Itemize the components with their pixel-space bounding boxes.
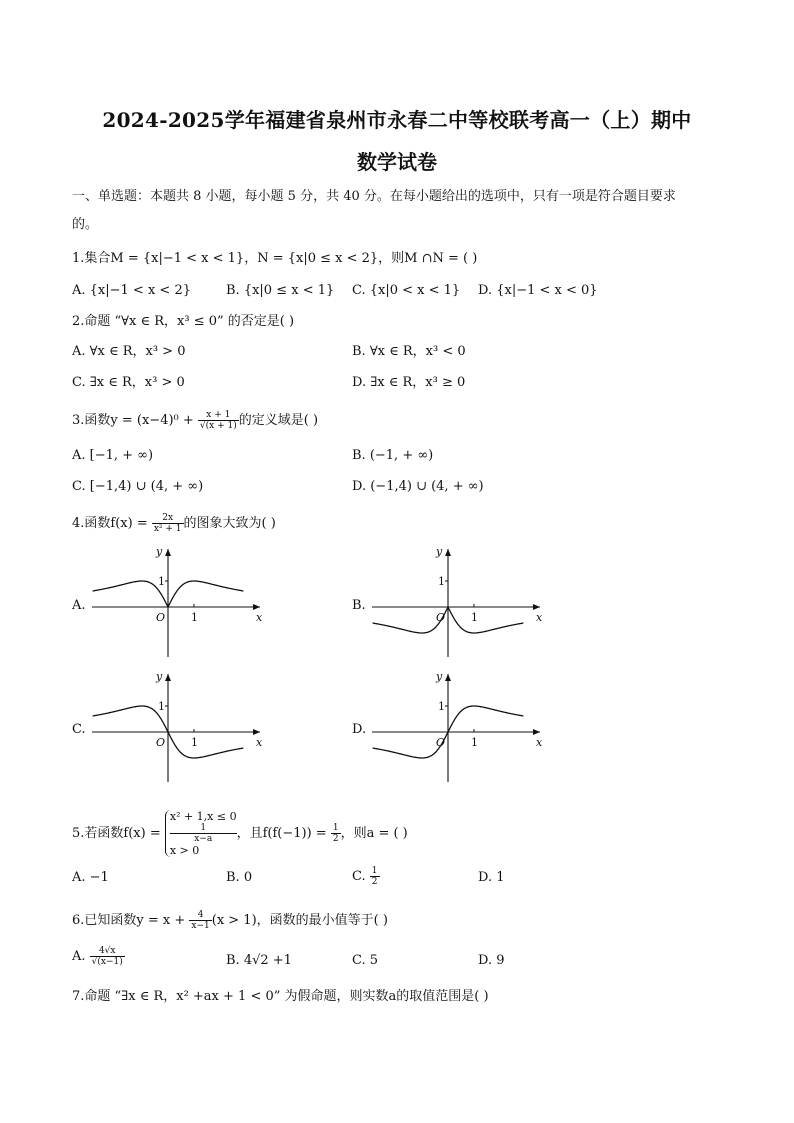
x-tick-label: 1 bbox=[191, 736, 198, 749]
graph-b bbox=[370, 545, 545, 660]
q6-stem-prefix: 6.已知函数y = x + bbox=[72, 913, 190, 928]
q3-stem bbox=[72, 410, 318, 431]
q6-option-a-frac bbox=[90, 946, 125, 967]
q2-option-c: C. ∃x ∈ R，x³ > 0 bbox=[72, 375, 185, 390]
y-axis-arrow bbox=[445, 674, 451, 681]
q1-option-c: C. {x|0 < x < 1} bbox=[352, 283, 461, 298]
y-axis-arrow bbox=[445, 549, 451, 556]
q5-case2-cond: x > 0 bbox=[169, 844, 200, 857]
q5-case2-frac-den: x−a bbox=[194, 834, 213, 844]
q3-fraction bbox=[198, 410, 239, 431]
q5-case2-frac-num: 1 bbox=[170, 823, 237, 834]
q5-stem-prefix: 5.若函数f(x) = bbox=[72, 826, 165, 841]
q5-stem-suffix: ，则a = ( ) bbox=[340, 826, 408, 841]
q5-option-c-den: 2 bbox=[371, 877, 378, 887]
graph-d-label: D. bbox=[352, 722, 367, 737]
graph-c bbox=[90, 670, 265, 785]
origin-label: O bbox=[436, 611, 446, 624]
q6-option-d: D. 9 bbox=[478, 953, 505, 968]
q3-frac-num: x + 1 bbox=[198, 410, 239, 421]
x-tick-label: 1 bbox=[191, 611, 198, 624]
graph-a bbox=[90, 545, 265, 660]
y-tick-label: 1 bbox=[438, 575, 445, 588]
q4-stem bbox=[72, 513, 276, 534]
q5-case2-frac bbox=[170, 823, 237, 844]
x-axis-label: x bbox=[256, 611, 263, 624]
q6-fraction bbox=[189, 910, 211, 931]
origin-label: O bbox=[436, 736, 446, 749]
q5-half bbox=[331, 823, 341, 844]
y-axis-arrow bbox=[165, 549, 171, 556]
q6-option-a-den: √(x−1) bbox=[91, 957, 123, 967]
q6-stem bbox=[72, 910, 388, 931]
x-axis-arrow bbox=[533, 604, 540, 610]
q1-option-d: D. {x|−1 < x < 0} bbox=[478, 283, 598, 298]
q6-option-c: C. 5 bbox=[352, 953, 379, 968]
exam-title: 2024-2025学年福建省泉州市永春二中等校联考高一（上）期中 bbox=[102, 108, 692, 132]
q3-option-a: A. [−1, + ∞) bbox=[72, 448, 154, 463]
section-header-cont: 的。 bbox=[72, 217, 99, 232]
q6-option-a-num: 4√x bbox=[90, 946, 125, 957]
x-axis-label: x bbox=[256, 736, 263, 749]
q5-option-a: A. −1 bbox=[72, 870, 109, 885]
x-axis-arrow bbox=[533, 729, 540, 735]
q5-option-b: B. 0 bbox=[226, 870, 253, 885]
x-tick-label: 1 bbox=[471, 611, 478, 624]
y-tick-label: 1 bbox=[438, 700, 445, 713]
q2-option-b: B. ∀x ∈ R，x³ < 0 bbox=[352, 344, 466, 359]
q5-half-num: 1 bbox=[332, 823, 339, 833]
q5-case2 bbox=[170, 823, 237, 857]
graph-d bbox=[370, 670, 545, 785]
q1-option-a: A. {x|−1 < x < 2} bbox=[72, 283, 191, 298]
origin-label: O bbox=[156, 736, 166, 749]
exam-subtitle: 数学试卷 bbox=[357, 150, 437, 174]
q1-stem: 1.集合M = {x|−1 < x < 1}，N = {x|0 ≤ x < 2}，则M ∩N = ( ) bbox=[72, 251, 478, 266]
y-axis-label: y bbox=[156, 545, 163, 558]
x-axis-arrow bbox=[253, 604, 260, 610]
q2-stem: 2.命题 “∀x ∈ R，x³ ≤ 0” 的否定是( ) bbox=[72, 314, 295, 329]
q1-option-b: B. {x|0 ≤ x < 1} bbox=[226, 283, 335, 298]
q3-option-b: B. (−1, + ∞) bbox=[352, 448, 434, 463]
graph-c-label: C. bbox=[72, 722, 86, 737]
q4-stem-suffix: 的图象大致为( ) bbox=[183, 516, 276, 531]
q6-option-b: B. 4√2 +1 bbox=[226, 953, 292, 968]
q3-stem-suffix: 的定义域是( ) bbox=[238, 413, 319, 428]
y-tick-label: 1 bbox=[158, 700, 165, 713]
section-header: 一、单选题：本题共 8 小题，每小题 5 分，共 40 分。在每小题给出的选项中，只有一项是符合题目要求 bbox=[72, 189, 676, 204]
q7-stem: 7.命题 “∃x ∈ R，x² +ax + 1 < 0” 为假命题，则实数a的取值范围是( ) bbox=[72, 989, 489, 1004]
q6-option-a bbox=[72, 946, 125, 967]
q3-option-d: D. (−1,4) ∪ (4, + ∞) bbox=[352, 479, 484, 494]
q3-stem-prefix: 3.函数y = (x−4)⁰ + bbox=[72, 413, 198, 428]
q5-option-c-num: 1 bbox=[371, 866, 378, 876]
q3-option-c: C. [−1,4) ∪ (4, + ∞) bbox=[72, 479, 204, 494]
q5-option-c bbox=[352, 866, 380, 887]
x-axis-arrow bbox=[253, 729, 260, 735]
q2-option-a: A. ∀x ∈ R，x³ > 0 bbox=[72, 344, 186, 359]
q5-option-d: D. 1 bbox=[478, 870, 505, 885]
y-tick-label: 1 bbox=[158, 575, 165, 588]
q4-fraction bbox=[152, 513, 184, 534]
q5-stem-mid: ，且f(f(−1)) = bbox=[236, 826, 331, 841]
q4-stem-prefix: 4.函数f(x) = bbox=[72, 516, 152, 531]
origin-label: O bbox=[156, 611, 166, 624]
q3-frac-den: √(x + 1) bbox=[199, 421, 237, 431]
x-axis-label: x bbox=[536, 611, 543, 624]
q5-half-den: 2 bbox=[332, 834, 339, 844]
q5-option-c-label: C. bbox=[352, 869, 366, 884]
y-axis-arrow bbox=[165, 674, 171, 681]
q5-case1: x² + 1,x ≤ 0 bbox=[169, 810, 237, 823]
q4-frac-num: 2x bbox=[152, 513, 184, 524]
q6-stem-suffix: (x > 1)，函数的最小值等于( ) bbox=[211, 913, 388, 928]
y-axis-label: y bbox=[156, 670, 163, 683]
q5-stem bbox=[72, 810, 408, 857]
q6-frac-den: x−1 bbox=[191, 921, 210, 931]
q6-frac-num: 4 bbox=[189, 910, 211, 921]
y-axis-label: y bbox=[436, 670, 443, 683]
graph-b-label: B. bbox=[352, 598, 366, 613]
graph-a-label: A. bbox=[72, 598, 86, 613]
q2-option-d: D. ∃x ∈ R，x³ ≥ 0 bbox=[352, 375, 466, 390]
x-tick-label: 1 bbox=[471, 736, 478, 749]
q5-piecewise bbox=[165, 810, 237, 857]
q5-option-c-frac bbox=[370, 866, 380, 887]
x-axis-label: x bbox=[536, 736, 543, 749]
y-axis-label: y bbox=[436, 545, 443, 558]
q4-frac-den: x² + 1 bbox=[153, 524, 182, 534]
q6-option-a-label: A. bbox=[72, 949, 86, 964]
